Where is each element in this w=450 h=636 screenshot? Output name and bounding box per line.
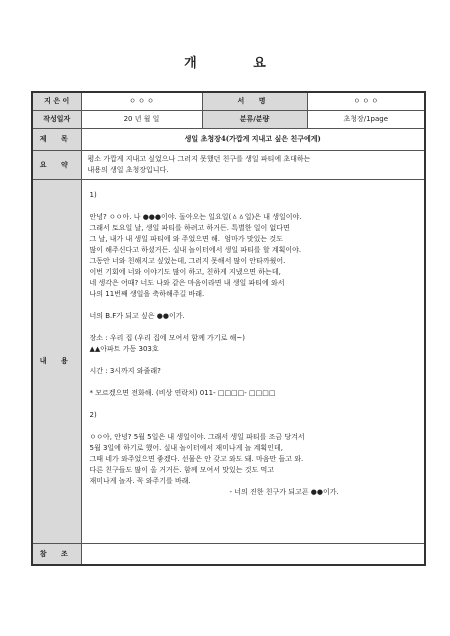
note-label: 참 조 (32, 543, 81, 565)
subject-label: 제 목 (32, 128, 81, 150)
content-line: 재미나게 놀자. 꼭 와주기를 바래. (89, 476, 191, 485)
content-line: 1) (89, 190, 97, 199)
content-line: 이번 기회에 너와 이야기도 많이 하고, 친하게 지냈으면 하는데, (89, 267, 281, 276)
author-value: ㅇ ㅇ ㅇ (81, 92, 202, 110)
author-label: 지 은 이 (32, 92, 81, 110)
page-title: 개 요 (184, 56, 292, 71)
content-line: ▲▲아파트 가동 303호 (89, 344, 159, 353)
content-blank (90, 322, 417, 333)
summary-line: 평소 가깝게 지내고 싶었으나 그러지 못했던 친구를 생일 파티에 초대하는 (87, 154, 311, 163)
summary-value (81, 150, 425, 179)
content-body (81, 179, 425, 543)
overview-form-table (31, 91, 426, 566)
name-value: ㅇ ㅇ ㅇ (307, 92, 425, 110)
content-blank (90, 399, 417, 410)
content-line: 장소 : 우리 집 (우리 집에 모여서 함께 가기로 해~) (89, 333, 245, 342)
date-value: 20 년 월 일 (81, 110, 202, 128)
content-line: 2) (89, 410, 97, 419)
name-label: 서 명 (202, 92, 307, 110)
content-blank (90, 421, 417, 432)
content-label: 내 용 (32, 179, 81, 543)
category-value: 초청장/1page (307, 110, 425, 128)
category-label: 분류/분량 (202, 110, 307, 128)
content-blank (90, 377, 417, 388)
content-blank (90, 300, 417, 311)
content-blank (90, 355, 417, 366)
subject-value: 생일 초청장4(가깝게 지내고 싶은 친구에게) (81, 128, 425, 150)
content-line: ㅇㅇ아, 안녕? 5월 5일은 내 생일이야. 그래서 생일 파티를 조금 당겨서 (89, 432, 305, 441)
content-line: 많이 해주신다고 하셨거든. 실내 놀이터에서 생일 파티를 할 계획이야. (89, 245, 302, 254)
note-value (81, 543, 425, 565)
content-line: 그래서 토요일 날, 생일 파티를 하려고 하거든. 특별한 일이 없다면 (89, 223, 290, 232)
content-line: 시간 : 3시까지 와줄래? (89, 366, 161, 375)
content-line: 그동안 너와 친해지고 싶었는데, 그러지 못해서 많이 안타까웠어. (89, 256, 286, 265)
content-line: 네 생각은 어때? 너도 나와 같은 마음이라면 내 생일 파티에 와서 (89, 278, 285, 287)
content-line: 그 날, 내가 내 생일 파티에 와 주었으면 해. 엄마가 맛있는 것도 (89, 234, 283, 243)
content-line: 그때 네가 와주었으면 좋겠다. 선물은 안 갖고 와도 돼. 마음만 들고 와. (89, 454, 304, 463)
content-line: 너의 B.F가 되고 싶은 ●●이가. (89, 311, 185, 320)
content-signature: - 너의 진한 친구가 되고픈 ●●이가. (229, 487, 339, 496)
content-blank (90, 201, 417, 212)
date-label: 작성일자 (32, 110, 81, 128)
summary-label: 요 약 (32, 150, 81, 179)
content-line: 나의 11번째 생일을 축하해주길 바래. (89, 289, 205, 298)
summary-line: 내용의 생일 초청장입니다. (87, 165, 169, 174)
content-line: 5월 3일에 하기로 했어. 실내 놀이터에서 재미나게 놀 계획인데, (89, 443, 283, 452)
content-line: 안녕? ㅇㅇ아. 나 ●●●이야. 돌아오는 일요일(ㅿㅿ일)은 내 생일이야. (89, 212, 302, 221)
content-line: 다른 친구들도 많이 올 거거든. 함께 모여서 맛있는 것도 먹고 (89, 465, 275, 474)
content-line: * 모르겠으면 전화해. (비상 연락처) 011- □□□□- □□□□ (89, 388, 276, 397)
